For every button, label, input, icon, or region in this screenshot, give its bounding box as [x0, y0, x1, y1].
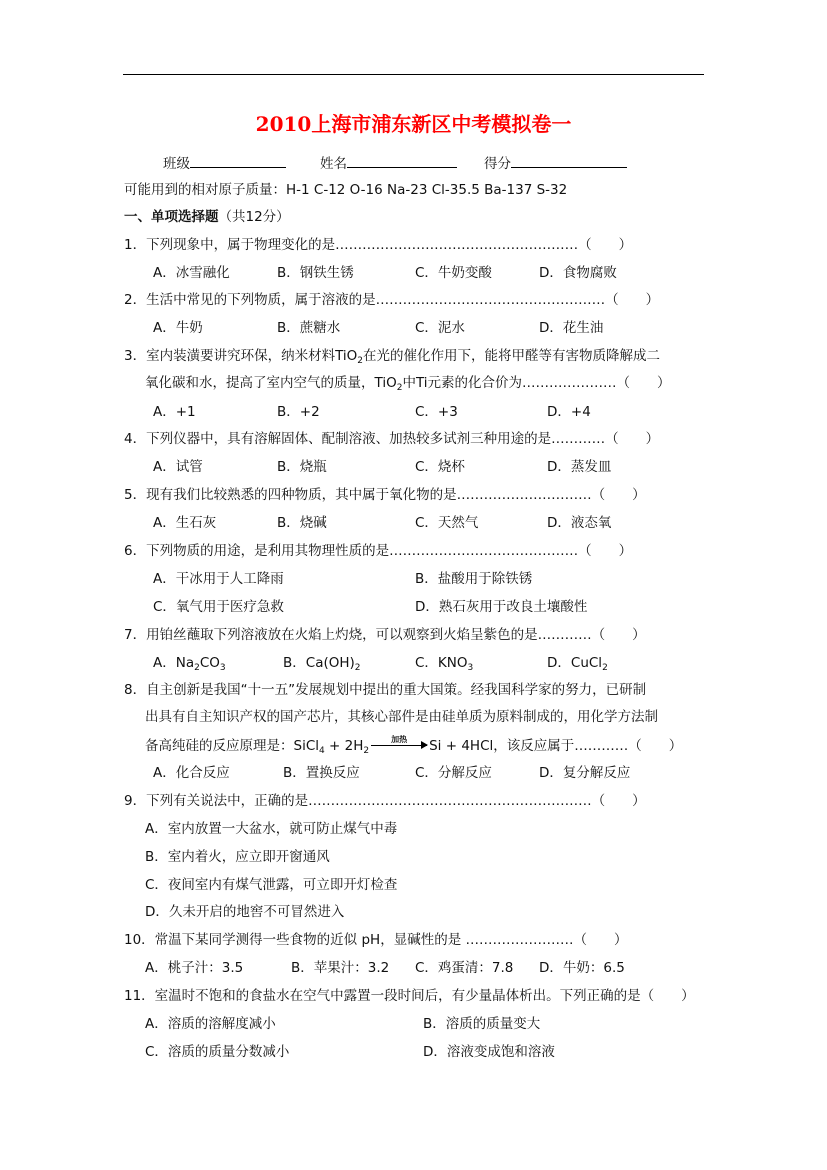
q7-d-text: D．CuCl: [547, 655, 603, 671]
question-7-stem: 7．用铂丝蘸取下列溶液放在火焰上灼烧，可以观察到火焰呈紫色的是…………（ ）: [124, 627, 646, 643]
section-title: 一、单项选择题: [124, 209, 219, 225]
name-label: 姓名: [320, 156, 347, 172]
name-blank: [347, 153, 457, 168]
q11-option-b: B．溶质的质量变大: [423, 1016, 541, 1032]
q6-option-b: B．盐酸用于除铁锈: [415, 571, 533, 587]
question-5-stem: 5．现有我们比较熟悉的四种物质，其中属于氧化物的是…………………………（ ）: [124, 487, 646, 503]
q1-option-b: B．钢铁生锈: [277, 265, 354, 281]
q7-option-d: [547, 654, 608, 677]
q4-option-d: D．蒸发皿: [547, 459, 612, 475]
q8-option-a: A．化合反应: [153, 765, 230, 781]
q3-text: 中Ti元素的化合价为…………………（ ）: [402, 375, 671, 391]
subscript: 2: [194, 663, 200, 673]
question-2-stem: 2．生活中常见的下列物质，属于溶液的是……………………………………………（ ）: [124, 292, 660, 308]
q5-option-c: C．天然气: [415, 515, 479, 531]
q7-c-text: C．KNO: [415, 655, 468, 671]
question-10-stem: 10．常温下某同学测得一些食物的近似 pH，显碱性的是 ……………………（ ）: [124, 932, 628, 948]
question-6-stem: 6．下列物质的用途，是利用其物理性质的是……………………………………（ ）: [124, 543, 633, 559]
subscript: 2: [602, 663, 608, 673]
q3-option-a: A．+1: [153, 404, 196, 420]
class-blank: [190, 153, 286, 168]
q8-text: + 2H: [324, 738, 364, 754]
q2-option-d: D．花生油: [539, 320, 604, 336]
page-title: 2010上海市浦东新区中考模拟卷一: [255, 112, 572, 136]
q11-option-a: A．溶质的溶解度减小: [145, 1016, 276, 1032]
q2-option-c: C．泥水: [415, 320, 465, 336]
q1-option-a: A．冰雪融化: [153, 265, 230, 281]
q4-option-c: C．烧杯: [415, 459, 465, 475]
q7-option-c: [415, 654, 473, 677]
q11-option-d: D．溶液变成饱和溶液: [423, 1044, 555, 1060]
q9-option-a: A．室内放置一大盆水，就可防止煤气中毒: [145, 821, 398, 837]
q10-option-c: C．鸡蛋清：7.8: [415, 960, 514, 976]
q7-option-a: [153, 654, 226, 677]
score-label: 得分: [484, 156, 511, 172]
q8-text: 备高纯硅的反应原理是：SiCl: [145, 738, 319, 754]
q10-option-a: A．桃子汁：3.5: [145, 960, 244, 976]
q8-option-d: D．复分解反应: [539, 765, 631, 781]
name-field: [320, 153, 457, 173]
q11-option-c: C．溶质的质量分数减小: [145, 1044, 290, 1060]
score-blank: [511, 153, 627, 168]
q7-b-text: B．Ca(OH): [283, 655, 355, 671]
q9-option-b: B．室内着火，应立即开窗通风: [145, 849, 330, 865]
score-field: [484, 153, 627, 173]
q4-option-b: B．烧瓶: [277, 459, 327, 475]
q8-text: Si + 4HCl，该反应属于…………（ ）: [429, 738, 683, 754]
question-8-line-2: 出具有自主知识产权的国产芯片，其核心部件是由硅单质为原料制成的，用化学方法制: [145, 709, 658, 725]
question-3-line-2: [145, 374, 671, 397]
q5-option-b: B．烧碱: [277, 515, 327, 531]
q5-option-a: A．生石灰: [153, 515, 217, 531]
section-heading: [124, 208, 290, 226]
q7-a-text: A．Na: [153, 655, 195, 671]
question-11-stem: 11．室温时不饱和的食盐水在空气中露置一段时间后，有少量晶体析出。下列正确的是（ ）: [124, 988, 695, 1004]
section-points: （共12分）: [218, 209, 290, 225]
q3-text: 氧化碳和水，提高了室内空气的质量，TiO: [145, 375, 397, 391]
reaction-arrow-icon: [371, 736, 427, 750]
arrow-condition: 加热: [391, 735, 408, 744]
class-label: 班级: [163, 156, 190, 172]
subscript: 2: [396, 383, 403, 393]
q7-a-text: CO: [199, 655, 220, 671]
question-1-stem: 1．下列现象中，属于物理变化的是………………………………………………（ ）: [124, 237, 633, 253]
question-9-stem: 9．下列有关说法中，正确的是………………………………………………………（ ）: [124, 793, 646, 809]
q3-option-b: B．+2: [277, 404, 320, 420]
q3-text: 在光的催化作用下，能将甲醛等有害物质降解成二: [363, 348, 661, 364]
header-rule: [123, 74, 704, 75]
q8-option-c: C．分解反应: [415, 765, 492, 781]
question-3-line-1: [124, 347, 660, 370]
q2-option-b: B．蔗糖水: [277, 320, 341, 336]
q3-option-d: D．+4: [547, 404, 591, 420]
q3-text: 3．室内装潢要讲究环保，纳米材料TiO: [124, 348, 358, 364]
q6-option-c: C．氧气用于医疗急救: [153, 599, 284, 615]
q6-option-a: A．干冰用于人工降雨: [153, 571, 284, 587]
question-4-stem: 4．下列仪器中，具有溶解固体、配制溶液、加热较多试剂三种用途的是…………（ ）: [124, 431, 660, 447]
class-field: [163, 153, 286, 173]
q1-option-d: D．食物腐败: [539, 265, 617, 281]
q2-option-a: A．牛奶: [153, 320, 203, 336]
q10-option-b: B．苹果汁：3.2: [291, 960, 390, 976]
q9-option-c: C．夜间室内有煤气泄露，可立即开灯检查: [145, 877, 398, 893]
q7-option-b: [283, 654, 361, 677]
q10-option-d: D．牛奶：6.5: [539, 960, 625, 976]
subscript: 2: [363, 746, 370, 756]
subscript: 4: [319, 746, 325, 756]
question-8-line-3: [145, 736, 682, 760]
question-8-line-1: 8．自主创新是我国“十一五”发展规划中提出的重大国策。经我国科学家的努力，已研制: [124, 682, 647, 698]
q8-option-b: B．置换反应: [283, 765, 360, 781]
subscript: 2: [357, 356, 364, 366]
q4-option-a: A．试管: [153, 459, 203, 475]
q1-option-c: C．牛奶变酸: [415, 265, 492, 281]
q9-option-d: D．久未开启的地窖不可冒然进入: [145, 904, 345, 920]
q5-option-d: D．液态氧: [547, 515, 612, 531]
q6-option-d: D．熟石灰用于改良土壤酸性: [415, 599, 588, 615]
subscript: 3: [467, 663, 474, 673]
q3-option-c: C．+3: [415, 404, 458, 420]
subscript: 3: [219, 663, 226, 673]
subscript: 2: [354, 663, 361, 673]
atomic-masses: 可能用到的相对原子质量：H-1 C-12 O-16 Na-23 Cl-35.5 Ba-137 S-32: [124, 182, 568, 198]
